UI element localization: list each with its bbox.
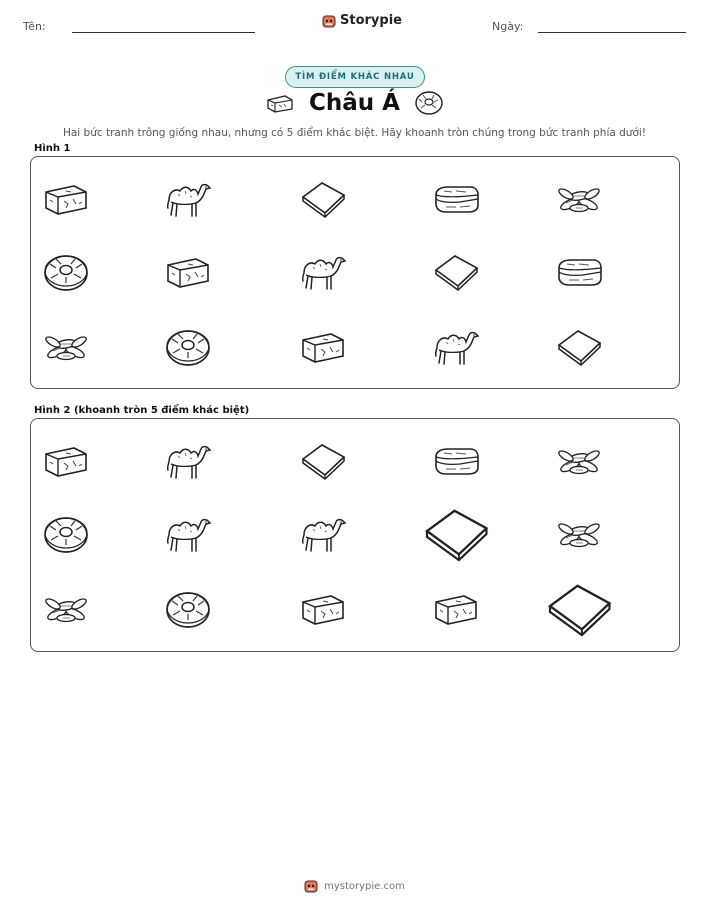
donut-icon (42, 251, 90, 293)
picture2-dates-r2c5[interactable] (549, 509, 609, 559)
date-line[interactable] (538, 32, 686, 33)
dates-icon (554, 515, 604, 553)
stone-block-icon (42, 180, 90, 218)
picture1-folded-cloth-r3c5 (549, 322, 609, 372)
stone-block-icon (265, 92, 295, 114)
picture2-towel-r1c4[interactable] (426, 436, 486, 486)
towel-icon (553, 252, 605, 292)
picture2-stone-block-r1c1[interactable] (36, 436, 96, 486)
folded-cloth-icon (420, 505, 493, 563)
instruction-text: Hai bức tranh trông giống nhau, nhưng có 5 điểm khác biệt. Hãy khoanh tròn chúng trong bức tranh phía dưới! (62, 127, 647, 139)
picture1-dates-r1c5 (549, 174, 609, 224)
picture1-folded-cloth-r1c3 (293, 174, 353, 224)
camel-icon (163, 440, 213, 482)
picture2-stone-block-r3c4[interactable] (426, 584, 486, 634)
dates-icon (554, 180, 604, 218)
picture2-folded-cloth-r2c4[interactable] (413, 498, 500, 571)
camel-icon (298, 513, 348, 555)
stone-block-icon (432, 590, 480, 628)
title-row (0, 90, 709, 116)
towel-icon (430, 441, 482, 481)
camel-icon (298, 251, 348, 293)
folded-cloth-icon (298, 179, 348, 219)
picture1-stone-block-r1c1 (36, 174, 96, 224)
picture2-camel-r2c3[interactable] (293, 509, 353, 559)
picture1-donut-r3c2 (158, 322, 218, 372)
name-line[interactable] (72, 32, 255, 33)
footer-url: mystorypie.com (324, 880, 405, 892)
picture1-panel (30, 156, 680, 389)
folded-cloth-icon (554, 327, 604, 367)
picture1-towel-r2c5 (549, 247, 609, 297)
picture2-donut-r3c2[interactable] (158, 584, 218, 634)
picture2-donut-r2c1[interactable] (36, 509, 96, 559)
donut-icon (42, 513, 90, 555)
picture1-camel-r3c4 (426, 322, 486, 372)
storypie-mascot-icon (322, 14, 336, 28)
picture2-dates-r1c5[interactable] (549, 436, 609, 486)
picture2-camel-r1c2[interactable] (158, 436, 218, 486)
storypie-logo (322, 13, 402, 28)
picture2-folded-cloth-r1c3[interactable] (293, 436, 353, 486)
page-title: Châu Á (309, 90, 400, 116)
footer (0, 879, 709, 893)
name-label: Tên: (23, 20, 46, 33)
folded-cloth-icon (431, 252, 481, 292)
towel-icon (430, 179, 482, 219)
picture2-camel-r2c2[interactable] (158, 509, 218, 559)
camel-icon (431, 326, 481, 368)
picture2-stone-block-r3c3[interactable] (293, 584, 353, 634)
brand-name: Storypie (340, 13, 402, 28)
picture1-stone-block-r3c3 (293, 322, 353, 372)
picture1-towel-r1c4 (426, 174, 486, 224)
picture1-camel-r1c2 (158, 174, 218, 224)
storypie-mascot-icon (304, 879, 318, 893)
picture1-label: Hình 1 (34, 143, 71, 154)
stone-block-icon (164, 253, 212, 291)
dates-icon (554, 442, 604, 480)
picture2-label: Hình 2 (khoanh tròn 5 điểm khác biệt) (34, 405, 250, 416)
donut-icon (164, 326, 212, 368)
picture1-donut-r2c1 (36, 247, 96, 297)
camel-icon (163, 178, 213, 220)
folded-cloth-icon (298, 441, 348, 481)
folded-cloth-icon (543, 580, 616, 638)
picture1-stone-block-r2c2 (158, 247, 218, 297)
picture2-dates-r3c1[interactable] (36, 584, 96, 634)
dates-icon (41, 328, 91, 366)
dates-icon (41, 590, 91, 628)
camel-icon (163, 513, 213, 555)
picture2-folded-cloth-r3c5[interactable] (536, 573, 623, 646)
donut-icon (414, 90, 444, 116)
activity-badge: TÌM ĐIỂM KHÁC NHAU (285, 66, 425, 88)
picture1-dates-r3c1 (36, 322, 96, 372)
stone-block-icon (299, 328, 347, 366)
donut-icon (164, 588, 212, 630)
stone-block-icon (42, 442, 90, 480)
stone-block-icon (299, 590, 347, 628)
picture1-folded-cloth-r2c4 (426, 247, 486, 297)
date-label: Ngày: (492, 20, 524, 33)
picture2-panel[interactable] (30, 418, 680, 652)
picture1-camel-r2c3 (293, 247, 353, 297)
